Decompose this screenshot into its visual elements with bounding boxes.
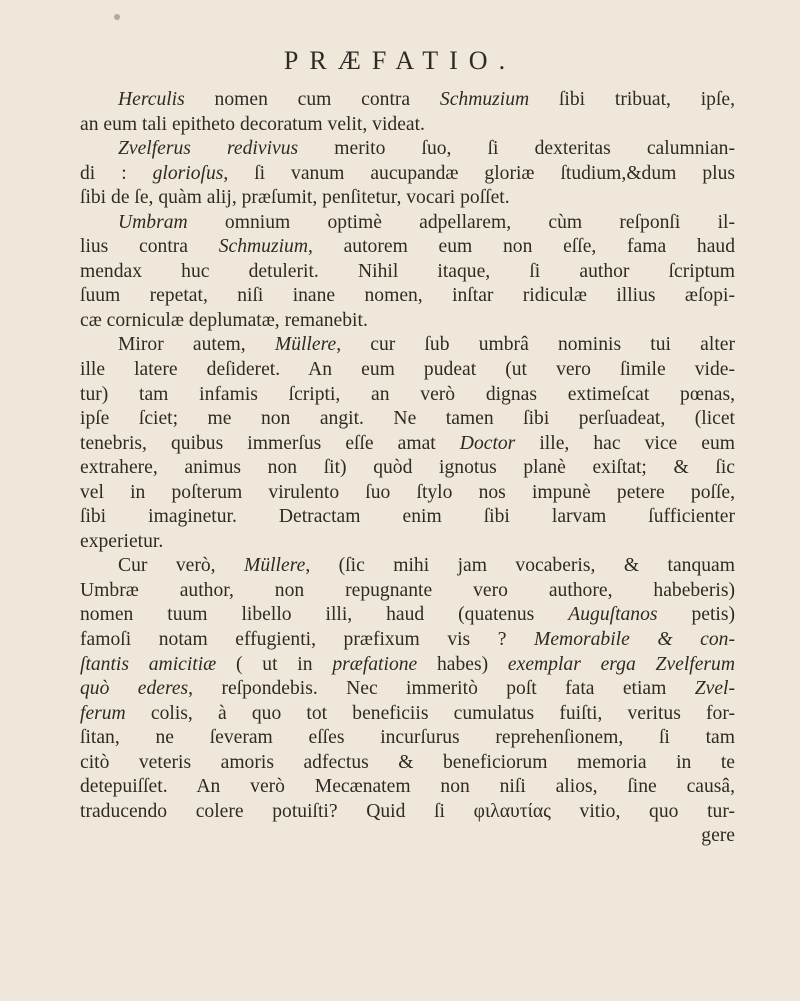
- italic-segment: quò ederes: [80, 678, 189, 700]
- text-line: [80, 775, 735, 800]
- italic-segment: ferum: [80, 702, 126, 724]
- text-segment: , (ſic mihi jam vocaberis, & tanquam: [305, 555, 735, 577]
- text-segment: ſuum repetat, niſi inane nomen, inſtar ridiculæ illius æſopi-: [80, 285, 735, 307]
- text-segment: an eum tali epitheto decoratum velit, videat.: [80, 113, 425, 135]
- text-segment: ( ut in: [216, 653, 333, 675]
- text-line: [80, 579, 735, 604]
- text-segment: ipſe ſciet; me non angit. Ne tamen ſibi perſuadeat, (licet: [80, 408, 735, 430]
- text-line: [80, 162, 735, 187]
- text-segment: , cur ſub umbrâ nominis tui alter: [336, 334, 735, 356]
- italic-segment: Herculis: [118, 89, 185, 110]
- text-segment: vel in poſterum virulento ſuo ſtylo nos impunè petere poſſe,: [80, 481, 735, 503]
- text-segment: tur) tam infamis ſcripti, an verò dignas extimeſcat pœnas,: [80, 383, 735, 405]
- text-segment: Cur verò,: [118, 555, 244, 577]
- ink-speck: [114, 14, 120, 20]
- text-line: [80, 554, 735, 579]
- preface-text: [80, 88, 735, 849]
- text-line: [80, 235, 735, 260]
- text-segment: traducendo colere potuiſti? Quid ſi φιλαυτίας vitio, quo tur-: [80, 800, 735, 822]
- italic-segment: Müllere: [244, 555, 306, 577]
- text-line: [80, 186, 735, 211]
- italic-segment: præfatione: [332, 653, 418, 675]
- text-segment: detepuiſſet. An verò Mecænatem non niſi alios, ſine causâ,: [80, 776, 735, 798]
- text-segment: Umbræ author, non repugnante vero authore, habeberis): [80, 579, 735, 601]
- text-line: [80, 358, 735, 383]
- text-line: [80, 407, 735, 432]
- text-line: [80, 505, 735, 530]
- text-line: [80, 333, 735, 358]
- text-segment: mendax huc detulerit. Nihil itaque, ſi author ſcriptum: [80, 260, 735, 282]
- catchword: gere: [701, 825, 735, 847]
- text-segment: lius contra: [80, 236, 219, 258]
- italic-segment: ſtantis amicitiæ: [80, 653, 217, 675]
- text-line: [80, 726, 735, 751]
- italic-segment: glorioſus: [152, 162, 224, 184]
- text-segment: , reſpondebis. Nec immeritò poſt fata etiam: [188, 678, 695, 700]
- text-line: [80, 481, 735, 506]
- text-line: [80, 603, 735, 628]
- italic-segment: Zvelferus redivivus: [118, 138, 299, 160]
- text-segment: ſibi imaginetur. Detractam enim ſibi larvam ſufficienter: [80, 506, 735, 528]
- text-segment: citò veteris amoris adfectus & beneficiorum memoria in te: [80, 751, 735, 773]
- text-segment: nomen cum contra: [184, 89, 440, 110]
- italic-segment: exemplar erga Zvelferum: [507, 653, 735, 675]
- italic-segment: Müllere: [274, 334, 337, 356]
- text-line: [80, 677, 735, 702]
- text-line: [80, 751, 735, 776]
- text-segment: , ſi vanum aucupandæ gloriæ ſtudium,&dum plus: [223, 162, 735, 184]
- text-line: [80, 800, 735, 825]
- text-line: [80, 530, 735, 555]
- text-segment: , autorem eum non eſſe, fama haud: [307, 236, 735, 258]
- text-line: [80, 309, 735, 334]
- text-segment: ſitan, ne ſeveram eſſes incurſurus reprehenſionem, ſi tam: [80, 727, 735, 749]
- text-line: [80, 628, 735, 653]
- text-line: [80, 383, 735, 408]
- text-line: [80, 653, 735, 678]
- text-segment: Miror autem,: [118, 334, 275, 356]
- text-segment: experietur.: [80, 530, 164, 552]
- text-line: [80, 284, 735, 309]
- text-line: [80, 432, 735, 457]
- text-segment: ſibi de ſe, quàm alij, præſumit, penſitetur, vocari poſſet.: [80, 187, 510, 209]
- text-line: [80, 211, 735, 236]
- text-segment: ille latere deſideret. An eum pudeat (ut vero ſimile vide-: [80, 359, 735, 381]
- text-line: [80, 260, 735, 285]
- italic-segment: Auguſtanos: [568, 604, 658, 626]
- text-segment: petis): [657, 604, 735, 626]
- italic-segment: Umbram: [118, 211, 188, 233]
- italic-segment: Memorabile & con-: [534, 629, 735, 651]
- text-segment: famoſi notam effugienti, præfixum vis ?: [80, 629, 535, 651]
- italic-segment: Schmuzium: [218, 236, 308, 258]
- text-segment: di :: [80, 162, 153, 184]
- page-title: PRÆFATIO.: [283, 46, 517, 75]
- text-line: [80, 113, 735, 138]
- text-line: [80, 137, 735, 162]
- text-segment: colis, à quo tot beneficiis cumulatus fuiſti, veritus for-: [125, 702, 735, 724]
- text-line: [80, 456, 735, 481]
- italic-segment: Schmuzium: [439, 89, 530, 110]
- text-segment: habes): [417, 653, 508, 675]
- text-segment: ille, hac vice eum: [515, 432, 735, 454]
- text-segment: nomen tuum libello illi, haud (quatenus: [80, 604, 569, 626]
- text-segment: extrahere, animus non ſit) quòd ignotus planè exiſtat; & ſic: [80, 457, 735, 479]
- text-line: [80, 702, 735, 727]
- text-segment: omnium optimè adpellarem, cùm reſponſi il-: [187, 211, 735, 233]
- text-line: [80, 88, 735, 113]
- text-segment: ſibi tribuat, ipſe,: [529, 89, 735, 110]
- text-segment: merito ſuo, ſi dexteritas calumnian-: [298, 138, 735, 160]
- text-segment: cæ corniculæ deplumatæ, remanebit.: [80, 309, 368, 331]
- italic-segment: Zvel-: [694, 678, 735, 700]
- italic-segment: Doctor: [459, 432, 516, 454]
- text-segment: tenebris, quibus immerſus eſſe amat: [80, 432, 460, 454]
